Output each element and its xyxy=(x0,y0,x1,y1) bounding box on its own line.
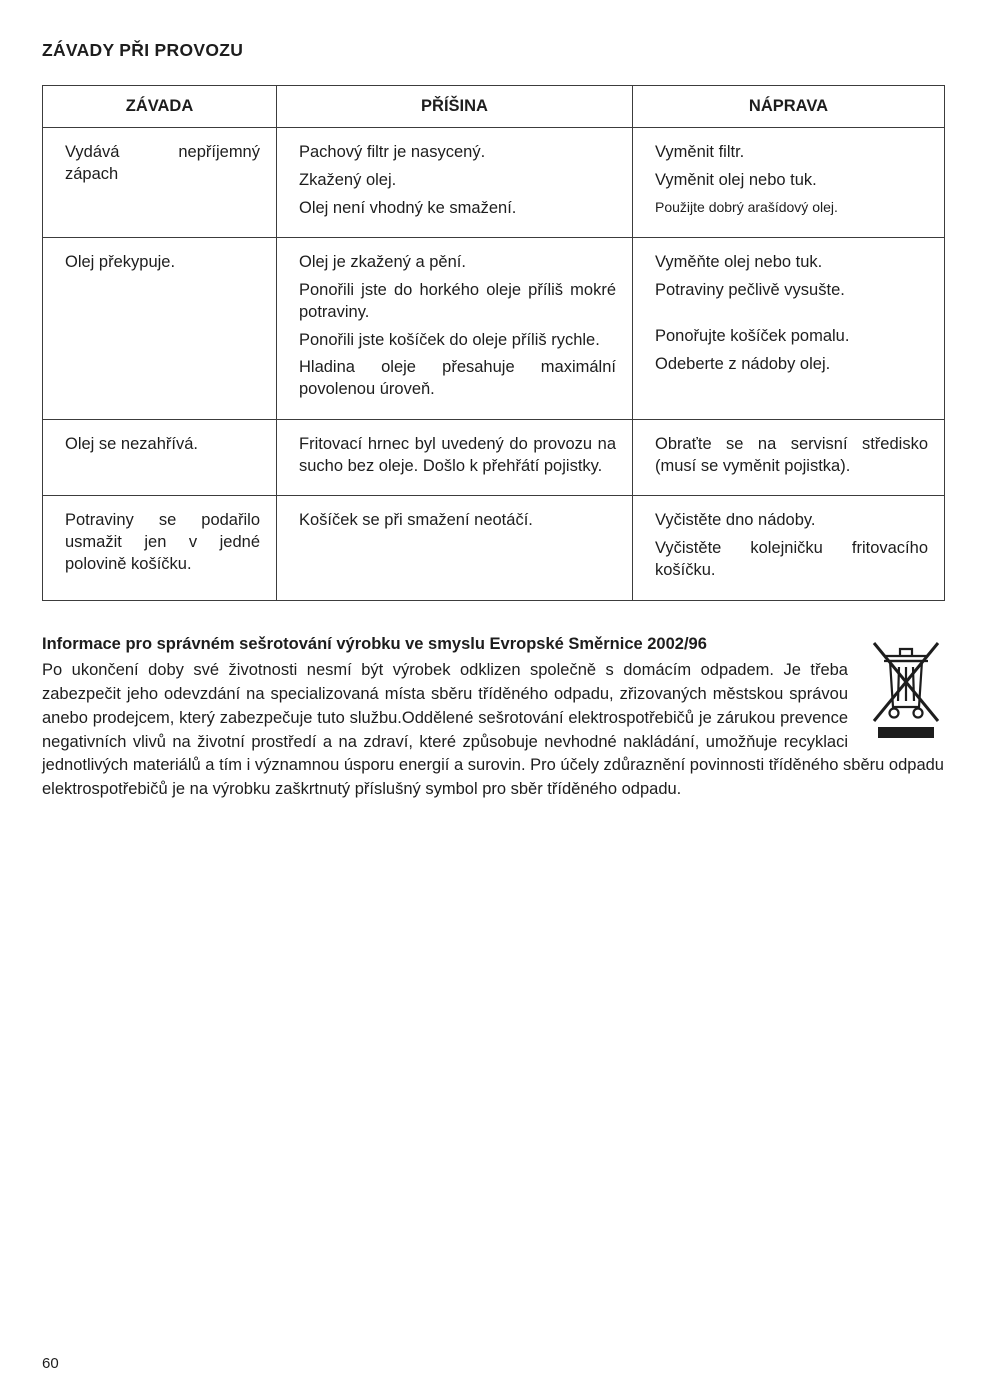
cell-text: Zkažený olej. xyxy=(299,170,397,189)
cell-text: Vydává nepříjemný zápach xyxy=(65,143,260,183)
cell-prisina xyxy=(277,419,633,496)
cell-text: Ponořujte košíček pomalu. xyxy=(655,326,850,345)
disposal-text: Po ukončení doby své životnosti nesmí být výrobek odklizen společně s domácím odpadem. Je třeba zabezpečit jeho odevzdání na specializovaná místa sběru tříděného odpadu, zřizovaných městskou správou anebo prodejcem, který zabezpečuje tuto službu.Oddělené sešrotování elektrospotřebičů je zárukou prevence negativních vlivů na životní prostředí a na zdraví, které způsobuje nevhodné nakládání, umožňuje recyklaci jednotlivých materiálů a tím i významnou úsporu energií a surovin. Pro účely zdůraznění povinnosti tříděného sběru odpadu elektrospotřebičů je na výrobku zaškrtnutý příslušný symbol pro sběr tříděného odpadu. xyxy=(42,661,944,799)
cell-text: Obraťte se na servisní středisko (musí se vyměnit pojistka). xyxy=(655,434,928,475)
cell-zavada xyxy=(43,496,277,600)
cell-prisina xyxy=(277,238,633,420)
cell-zavada xyxy=(43,238,277,420)
cell-zavada xyxy=(43,128,277,238)
table-row xyxy=(43,419,945,496)
cell-text: Ponořili jste košíček do oleje příliš rychle. xyxy=(299,330,600,349)
troubleshooting-table xyxy=(42,85,945,601)
cell-text: Vyměňte olej nebo tuk. xyxy=(655,253,823,272)
cell-text: Vyčistěte kolejničku fritovacího košíčku. xyxy=(655,539,928,579)
table-row xyxy=(43,496,945,600)
cell-text: Hladina oleje přesahuje maximální povolenou úroveň. xyxy=(299,358,616,399)
disposal-section xyxy=(42,633,944,802)
cell-text: Vyměnit filtr. xyxy=(655,143,745,161)
weee-black-bar xyxy=(878,727,934,738)
cell-zavada xyxy=(43,419,277,496)
cell-text: Olej není vhodný ke smažení. xyxy=(299,198,517,217)
cell-text: Košíček se při smažení neotáčí. xyxy=(299,511,533,530)
cell-naprava xyxy=(633,238,945,420)
column-header-zavada: ZÁVADA xyxy=(43,86,277,128)
cell-text: Potraviny se podařilo usmažit jen v jedné polovině košíčku. xyxy=(65,511,260,573)
weee-icon xyxy=(868,635,944,739)
page-number: 60 xyxy=(42,1355,59,1372)
cell-naprava xyxy=(633,419,945,496)
cell-text: Vyčistěte dno nádoby. xyxy=(655,511,816,530)
cell-text: Vyměnit olej nebo tuk. xyxy=(655,170,817,189)
cell-naprava xyxy=(633,128,945,238)
cell-text: Pachový filtr je nasycený. xyxy=(299,143,486,161)
cell-text: Olej překypuje. xyxy=(65,253,176,272)
disposal-heading: Informace pro správném sešrotování výrobku ve smyslu Evropské Směrnice 2002/96 xyxy=(42,634,707,653)
page-title: ZÁVADY PŘI PROVOZU xyxy=(42,40,244,60)
cell-text: Olej je zkažený a pění. xyxy=(299,253,466,272)
table-row xyxy=(43,128,945,238)
cell-text: Odeberte z nádoby olej. xyxy=(655,354,831,373)
cell-text: Ponořili jste do horkého oleje příliš mokré potraviny. xyxy=(299,281,616,321)
cell-text: Použijte dobrý arašídový olej. xyxy=(655,198,838,215)
table-header-row xyxy=(43,86,945,128)
cell-text: Olej se nezahřívá. xyxy=(65,434,198,453)
column-header-prisina: PŘÍŠINA xyxy=(277,86,633,128)
column-header-naprava: NÁPRAVA xyxy=(633,86,945,128)
cell-prisina xyxy=(277,128,633,238)
cell-prisina xyxy=(277,496,633,600)
cell-text: Potraviny pečlivě vysušte. xyxy=(655,281,845,300)
cell-naprava xyxy=(633,496,945,600)
table-row xyxy=(43,238,945,420)
cell-text: Fritovací hrnec byl uvedený do provozu na sucho bez oleje. Došlo k přehřátí pojistky. xyxy=(299,434,616,475)
